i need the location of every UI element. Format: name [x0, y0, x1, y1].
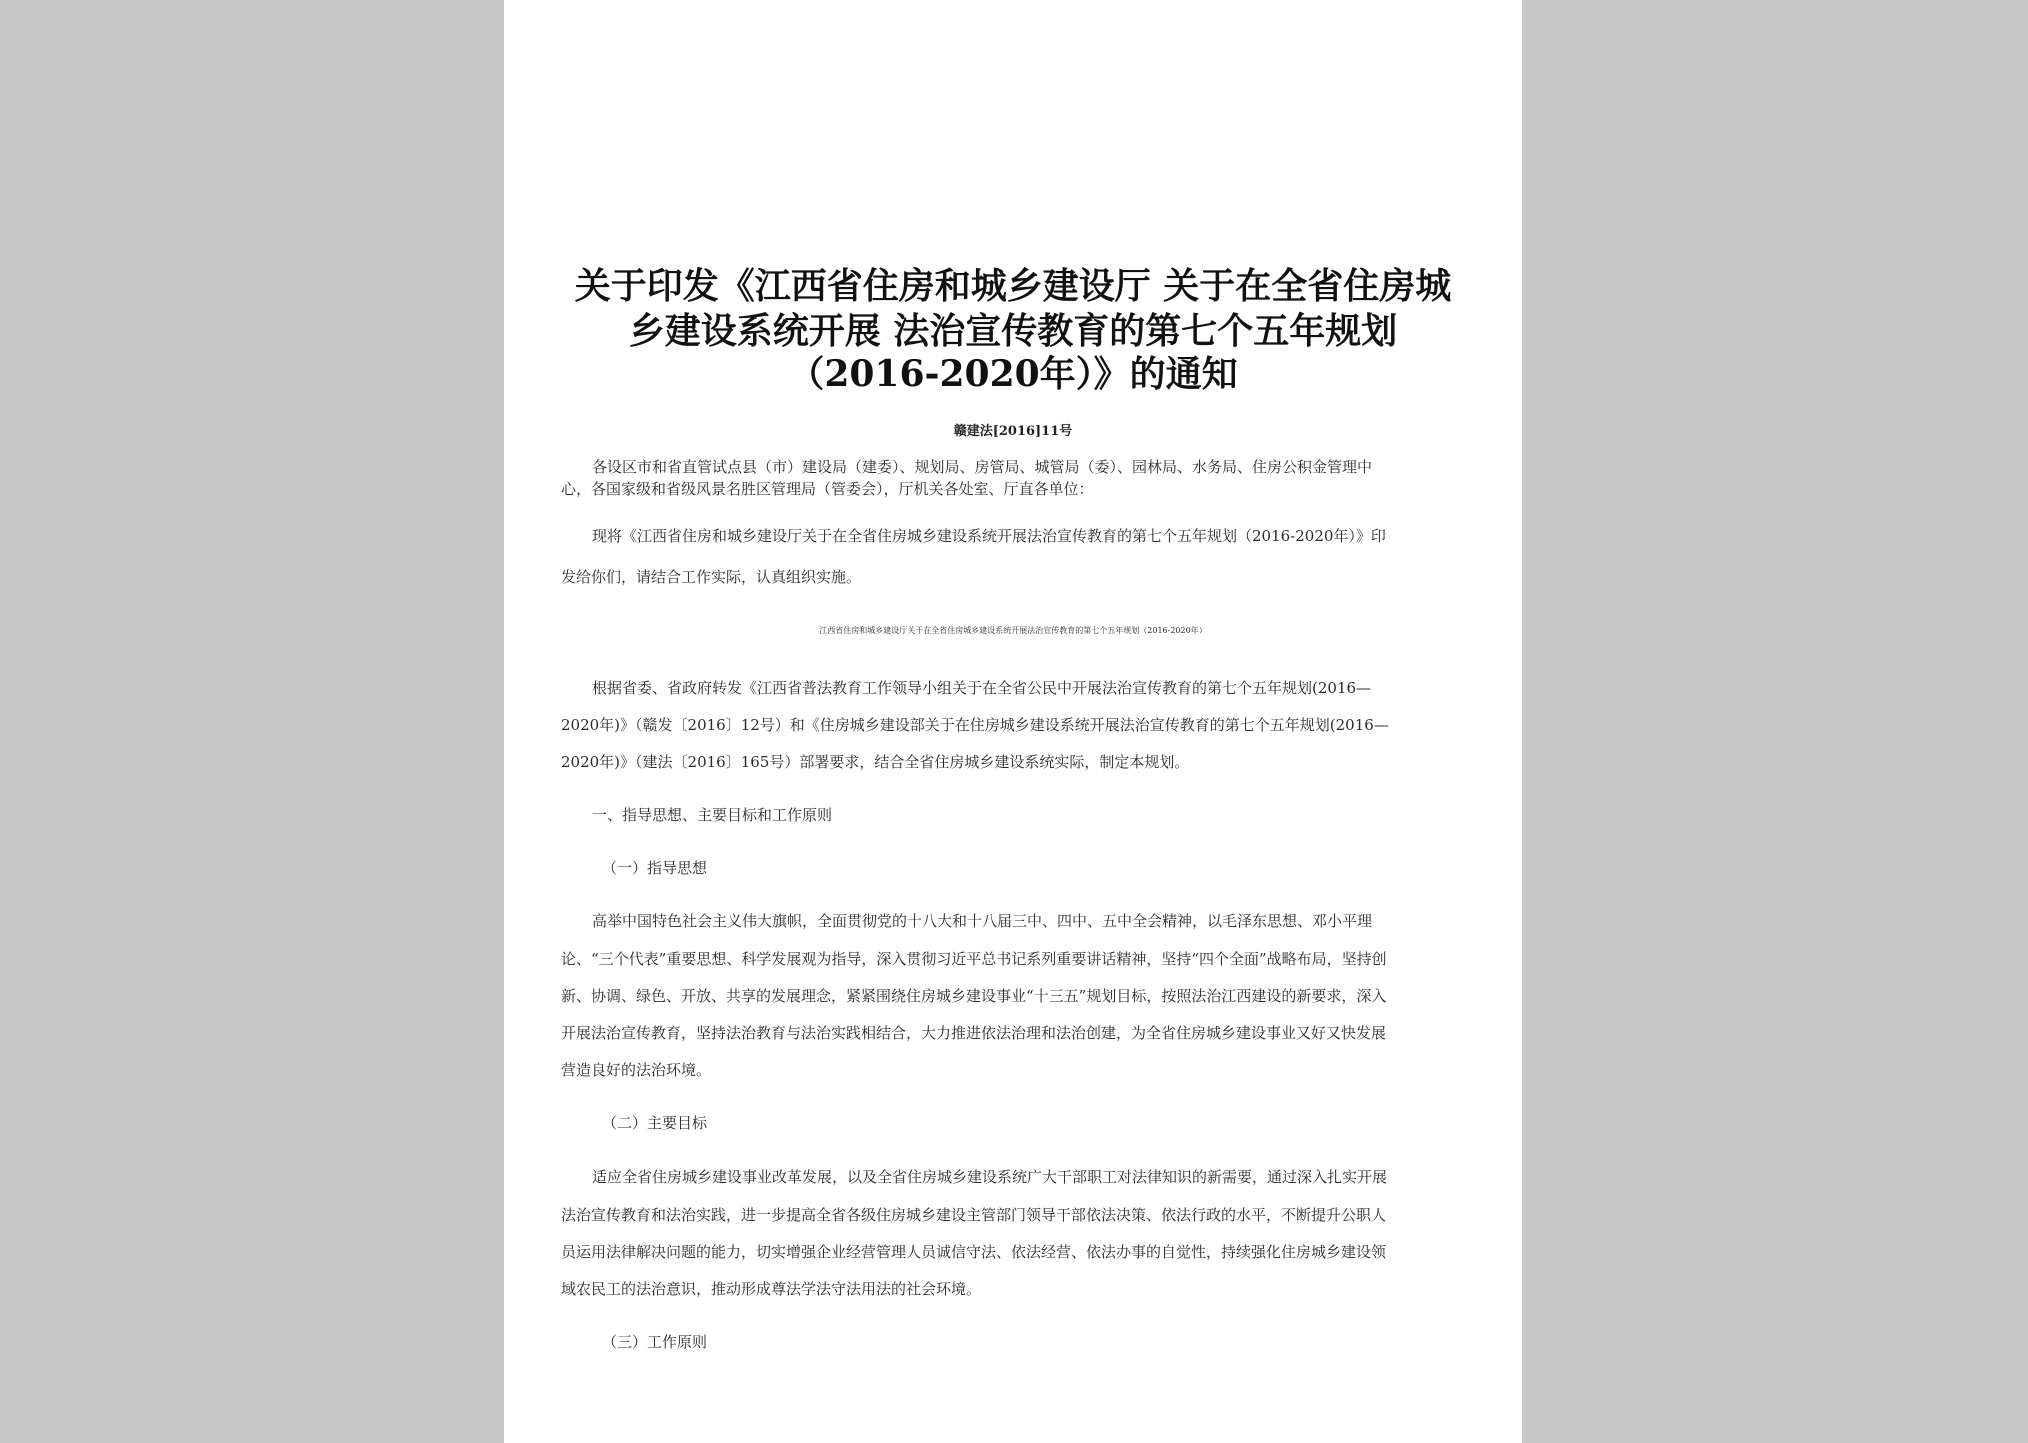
notice-body-line-1: 现将《江西省住房和城乡建设厅关于在全省住房城乡建设系统开展法治宣传教育的第七个五年规划（2016-2020年）》印 [592, 527, 1386, 545]
document-title-line-2: 乡建设系统开展 法治宣传教育的第七个五年规划 [628, 310, 1398, 352]
intro-line-1: 根据省委、省政府转发《江西省普法教育工作领导小组关于在全省公民中开展法治宣传教育的第七个五年规划(2016— [592, 679, 1372, 697]
document-title-line-3: （2016-2020年）》的通知 [788, 353, 1238, 395]
guiding-thought-line-5: 营造良好的法治环境。 [561, 1061, 712, 1079]
main-goals-line-4: 域农民工的法治意识，推动形成尊法学法守法用法的社会环境。 [561, 1280, 982, 1298]
addressees-line-1: 各设区市和省直管试点县（市）建设局（建委）、规划局、房管局、城管局（委）、园林局、水务局、住房公积金管理中 [592, 458, 1373, 476]
guiding-thought-line-4: 开展法治宣传教育，坚持法治教育与法治实践相结合，大力推进依法治理和法治创建，为全省住房城乡建设事业又好又快发展 [561, 1024, 1387, 1042]
subsection-1-heading: （一）指导思想 [602, 859, 708, 877]
addressees-line-2: 心，各国家级和省级风景名胜区管理局（管委会），厅机关各处室、厅直各单位： [561, 480, 1094, 498]
document-number: 赣建法[2016]11号 [953, 424, 1073, 439]
document-title-line-1: 关于印发《江西省住房和城乡建设厅 关于在全省住房城 [574, 265, 1452, 307]
subsection-2-heading: （二）主要目标 [602, 1114, 708, 1132]
main-goals-line-1: 适应全省住房城乡建设事业改革发展，以及全省住房城乡建设系统广大干部职工对法律知识的新需要，通过深入扎实开展 [592, 1168, 1388, 1186]
notice-body-line-2: 发给你们，请结合工作实际，认真组织实施。 [561, 568, 862, 586]
intro-line-2: 2020年)》（赣发〔2016〕12号）和《住房城乡建设部关于在住房城乡建设系统开展法治宣传教育的第七个五年规划(2016— [561, 716, 1389, 734]
subsection-3-heading: （三）工作原则 [602, 1333, 708, 1351]
guiding-thought-line-2: 论、“三个代表”重要思想、科学发展观为指导，深入贯彻习近平总书记系列重要讲话精神，坚持“四个全面”战略布局，坚持创 [561, 950, 1387, 968]
section-1-heading: 一、指导思想、主要目标和工作原则 [592, 806, 833, 824]
guiding-thought-line-3: 新、协调、绿色、开放、共享的发展理念，紧紧围绕住房城乡建设事业“十三五”规划目标，按照法治江西建设的新要求，深入 [561, 987, 1387, 1005]
plan-title: 江西省住房和城乡建设厅关于在全省住房城乡建设系统开展法治宣传教育的第七个五年规划（2016-2020年） [819, 626, 1207, 635]
document-page [504, 0, 1522, 1443]
main-goals-line-2: 法治宣传教育和法治实践，进一步提高全省各级住房城乡建设主管部门领导干部依法决策、依法行政的水平，不断提升公职人 [561, 1206, 1387, 1224]
guiding-thought-line-1: 高举中国特色社会主义伟大旗帜，全面贯彻党的十八大和十八届三中、四中、五中全会精神，以毛泽东思想、邓小平理 [592, 912, 1373, 930]
main-goals-line-3: 员运用法律解决问题的能力，切实增强企业经营管理人员诚信守法、依法经营、依法办事的自觉性，持续强化住房城乡建设领 [561, 1243, 1387, 1261]
intro-line-3: 2020年)》（建法〔2016〕165号）部署要求，结合全省住房城乡建设系统实际，制定本规划。 [561, 753, 1190, 771]
